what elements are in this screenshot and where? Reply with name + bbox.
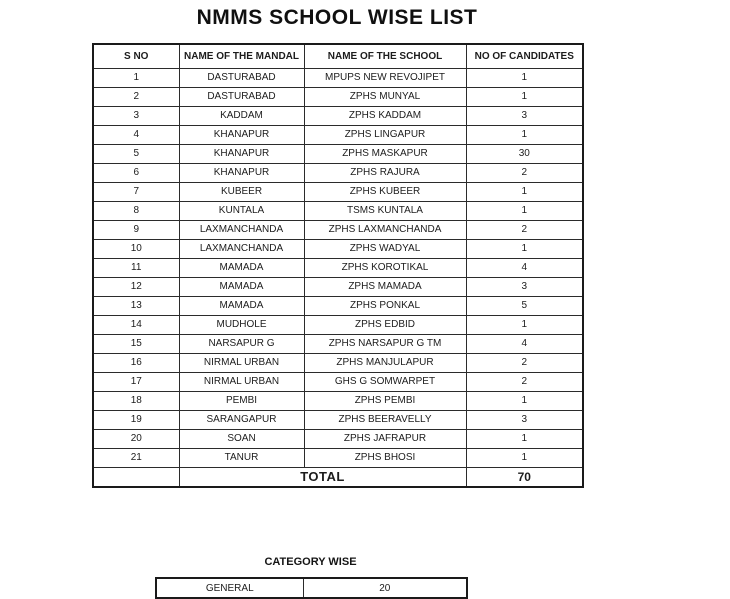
table-row: [93, 163, 583, 182]
table-row: [93, 410, 583, 429]
cell-mandal: NIRMAL URBAN: [179, 372, 304, 391]
cell-school: MPUPS NEW REVOJIPET: [304, 68, 466, 87]
cell-candidates: 1: [466, 429, 583, 448]
cell-sno: 21: [93, 448, 179, 467]
cell-sno: 18: [93, 391, 179, 410]
cell-school: ZPHS LINGAPUR: [304, 125, 466, 144]
cell-mandal: MUDHOLE: [179, 315, 304, 334]
cell-mandal: MAMADA: [179, 277, 304, 296]
cell-sno: 10: [93, 239, 179, 258]
cell-candidates: 1: [466, 68, 583, 87]
cell-school: ZPHS MANJULAPUR: [304, 353, 466, 372]
cell-sno: 14: [93, 315, 179, 334]
cell-mandal: KADDAM: [179, 106, 304, 125]
table-row: [93, 315, 583, 334]
table-row: [93, 334, 583, 353]
cell-candidates: 3: [466, 410, 583, 429]
cell-school: ZPHS JAFRAPUR: [304, 429, 466, 448]
cell-sno: 4: [93, 125, 179, 144]
cell-sno: 5: [93, 144, 179, 163]
cell-mandal: KUNTALA: [179, 201, 304, 220]
cell-candidates: 30: [466, 144, 583, 163]
cell-sno: 8: [93, 201, 179, 220]
header-candidates: NO OF CANDIDATES: [466, 44, 583, 68]
cell-sno: 9: [93, 220, 179, 239]
cell-mandal: KHANAPUR: [179, 125, 304, 144]
cell-sno: 12: [93, 277, 179, 296]
cell-sno: 11: [93, 258, 179, 277]
cell-candidates: 2: [466, 220, 583, 239]
cell-mandal: MAMADA: [179, 296, 304, 315]
cell-school: ZPHS MAMADA: [304, 277, 466, 296]
cell-school: ZPHS LAXMANCHANDA: [304, 220, 466, 239]
cell-mandal: SARANGAPUR: [179, 410, 304, 429]
table-row: [93, 201, 583, 220]
cell-mandal: KHANAPUR: [179, 144, 304, 163]
cell-candidates: 3: [466, 106, 583, 125]
total-row: [93, 467, 583, 487]
cell-sno: 3: [93, 106, 179, 125]
cell-school: ZPHS KUBEER: [304, 182, 466, 201]
cell-candidates: 1: [466, 87, 583, 106]
cell-sno: 2: [93, 87, 179, 106]
cell-mandal: DASTURABAD: [179, 68, 304, 87]
cell-school: GHS G SOMWARPET: [304, 372, 466, 391]
table-row: [93, 144, 583, 163]
cell-mandal: NIRMAL URBAN: [179, 353, 304, 372]
table-row: [93, 239, 583, 258]
cell-school: ZPHS NARSAPUR G TM: [304, 334, 466, 353]
cell-mandal: LAXMANCHANDA: [179, 220, 304, 239]
cell-sno: 13: [93, 296, 179, 315]
table-row: [93, 87, 583, 106]
table-row: [93, 125, 583, 144]
table-row: [93, 106, 583, 125]
cell-school: ZPHS WADYAL: [304, 239, 466, 258]
cell-candidates: 1: [466, 239, 583, 258]
header-mandal: NAME OF THE MANDAL: [179, 44, 304, 68]
table-row: [93, 448, 583, 467]
cell-school: ZPHS KADDAM: [304, 106, 466, 125]
total-empty-cell: [93, 467, 179, 487]
cell-candidates: 1: [466, 201, 583, 220]
cell-candidates: 1: [466, 391, 583, 410]
table-row: [93, 277, 583, 296]
cell-mandal: KUBEER: [179, 182, 304, 201]
cell-sno: 17: [93, 372, 179, 391]
cell-candidates: 2: [466, 163, 583, 182]
category-table: [155, 577, 468, 599]
cell-candidates: 1: [466, 125, 583, 144]
cell-candidates: 1: [466, 448, 583, 467]
cell-candidates: 3: [466, 277, 583, 296]
cell-candidates: 5: [466, 296, 583, 315]
cell-mandal: KHANAPUR: [179, 163, 304, 182]
cell-school: TSMS KUNTALA: [304, 201, 466, 220]
cell-candidates: 4: [466, 334, 583, 353]
cell-school: ZPHS MUNYAL: [304, 87, 466, 106]
cell-sno: 15: [93, 334, 179, 353]
cell-mandal: TANUR: [179, 448, 304, 467]
cell-candidates: 1: [466, 182, 583, 201]
cell-school: ZPHS KOROTIKAL: [304, 258, 466, 277]
header-school: NAME OF THE SCHOOL: [304, 44, 466, 68]
cell-mandal: DASTURABAD: [179, 87, 304, 106]
school-table: [92, 43, 584, 488]
cell-school: ZPHS BHOSI: [304, 448, 466, 467]
cell-candidates: 2: [466, 353, 583, 372]
cell-mandal: SOAN: [179, 429, 304, 448]
cell-sno: 7: [93, 182, 179, 201]
cell-sno: 16: [93, 353, 179, 372]
category-name-cell: GENERAL: [156, 578, 303, 598]
cell-sno: 20: [93, 429, 179, 448]
cell-mandal: NARSAPUR G: [179, 334, 304, 353]
cell-school: ZPHS EDBID: [304, 315, 466, 334]
cell-school: ZPHS BEERAVELLY: [304, 410, 466, 429]
school-table-header-row: [93, 44, 583, 68]
category-section-title: CATEGORY WISE: [264, 556, 357, 568]
cell-mandal: PEMBI: [179, 391, 304, 410]
table-row: [93, 372, 583, 391]
cell-school: ZPHS RAJURA: [304, 163, 466, 182]
cell-candidates: 4: [466, 258, 583, 277]
header-sno: S NO: [93, 44, 179, 68]
table-row: [93, 258, 583, 277]
table-row: [93, 182, 583, 201]
table-row: [93, 220, 583, 239]
cell-candidates: 1: [466, 315, 583, 334]
page-title: NMMS SCHOOL WISE LIST: [196, 6, 478, 29]
cell-candidates: 2: [466, 372, 583, 391]
cell-school: ZPHS MASKAPUR: [304, 144, 466, 163]
cell-mandal: LAXMANCHANDA: [179, 239, 304, 258]
table-row: [93, 429, 583, 448]
category-value-cell: 20: [303, 578, 467, 598]
cell-sno: 6: [93, 163, 179, 182]
table-row: [93, 296, 583, 315]
cell-sno: 19: [93, 410, 179, 429]
table-row: [93, 353, 583, 372]
table-row: [93, 391, 583, 410]
total-label: TOTAL: [179, 467, 466, 487]
cell-school: ZPHS PEMBI: [304, 391, 466, 410]
cell-school: ZPHS PONKAL: [304, 296, 466, 315]
total-value: 70: [466, 467, 583, 487]
table-row: [93, 68, 583, 87]
cell-mandal: MAMADA: [179, 258, 304, 277]
cell-sno: 1: [93, 68, 179, 87]
category-row: [156, 578, 467, 598]
